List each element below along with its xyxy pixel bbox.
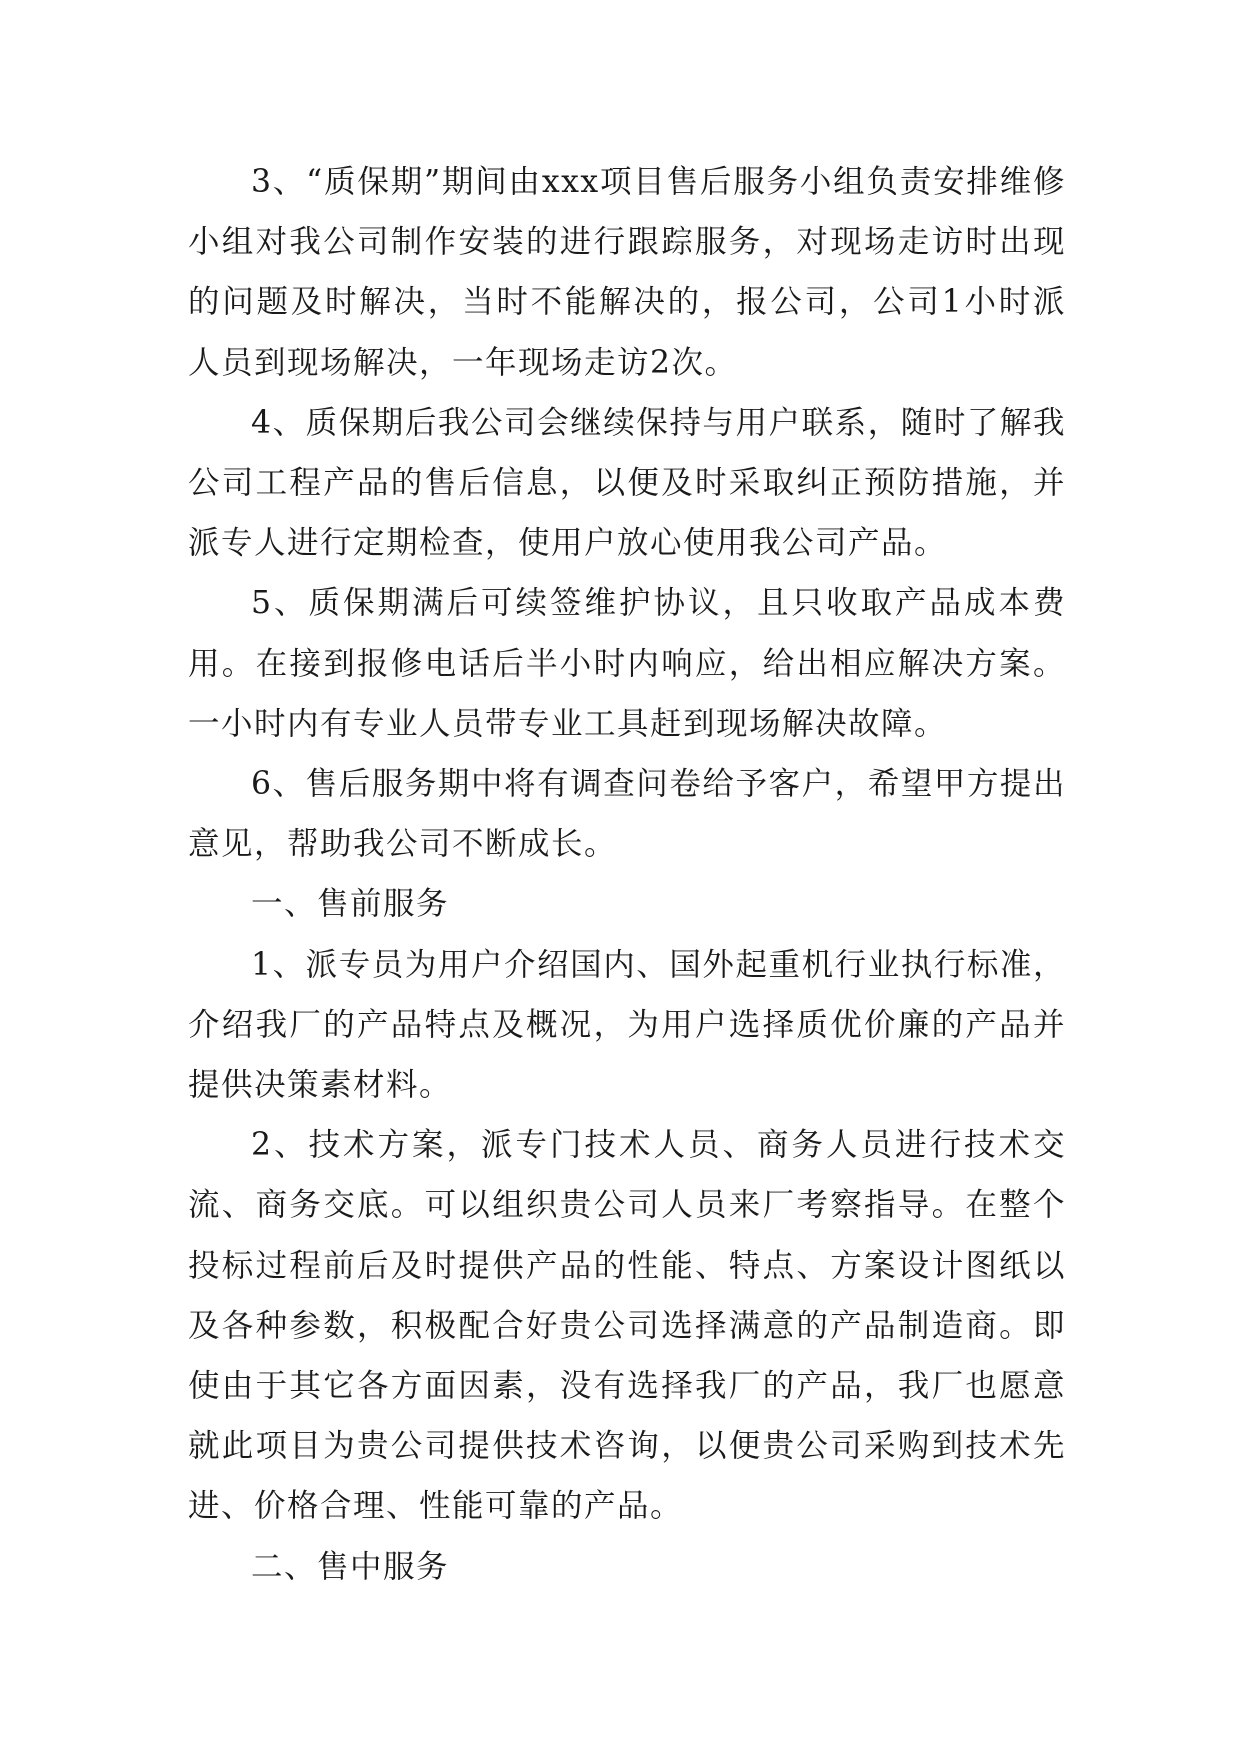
section-heading-in-sales: 二、售中服务: [251, 1548, 450, 1585]
document-page: [188, 152, 1066, 1597]
paragraph-post-warranty: 4、质保期后我公司会继续保持与用户联系，随时了解我公司工程产品的售后信息，以便及时采取纠正预防措施，并派专人进行定期检查，使用户放心使用我公司产品。: [188, 404, 1066, 562]
section-heading-pre-sales: 一、售前服务: [251, 886, 450, 923]
paragraph-technical-plan: 2、技术方案，派专门技术人员、商务人员进行技术交流、商务交底。可以组织贵公司人员来厂考察指导。在整个投标过程前后及时提供产品的性能、特点、方案设计图纸以及各种参数，积极配合好贵公司选择满意的产品制造商。即使由于其它各方面因素，没有选择我厂的产品，我厂也愿意就此项目为贵公司提供技术咨询，以便贵公司采购到技术先进、价格合理、性能可靠的产品。: [188, 1127, 1066, 1525]
paragraph-warranty-period: 3、“质保期”期间由xxx项目售后服务小组负责安排维修小组对我公司制作安装的进行跟踪服务，对现场走访时出现的问题及时解决，当时不能解决的，报公司，公司1小时派人员到现场解决，一年现场走访2次。: [188, 164, 1066, 381]
paragraph-pre-sales-intro: 1、派专员为用户介绍国内、国外起重机行业执行标准，介绍我厂的产品特点及概况，为用户选择质优价廉的产品并提供决策素材料。: [188, 946, 1066, 1104]
paragraph-survey: 6、售后服务期中将有调查问卷给予客户，希望甲方提出意见，帮助我公司不断成长。: [188, 766, 1066, 863]
paragraph-maintenance-agreement: 5、质保期满后可续签维护协议，且只收取产品成本费用。在接到报修电话后半小时内响应，给出相应解决方案。一小时内有专业人员带专业工具赶到现场解决故障。: [188, 585, 1066, 742]
